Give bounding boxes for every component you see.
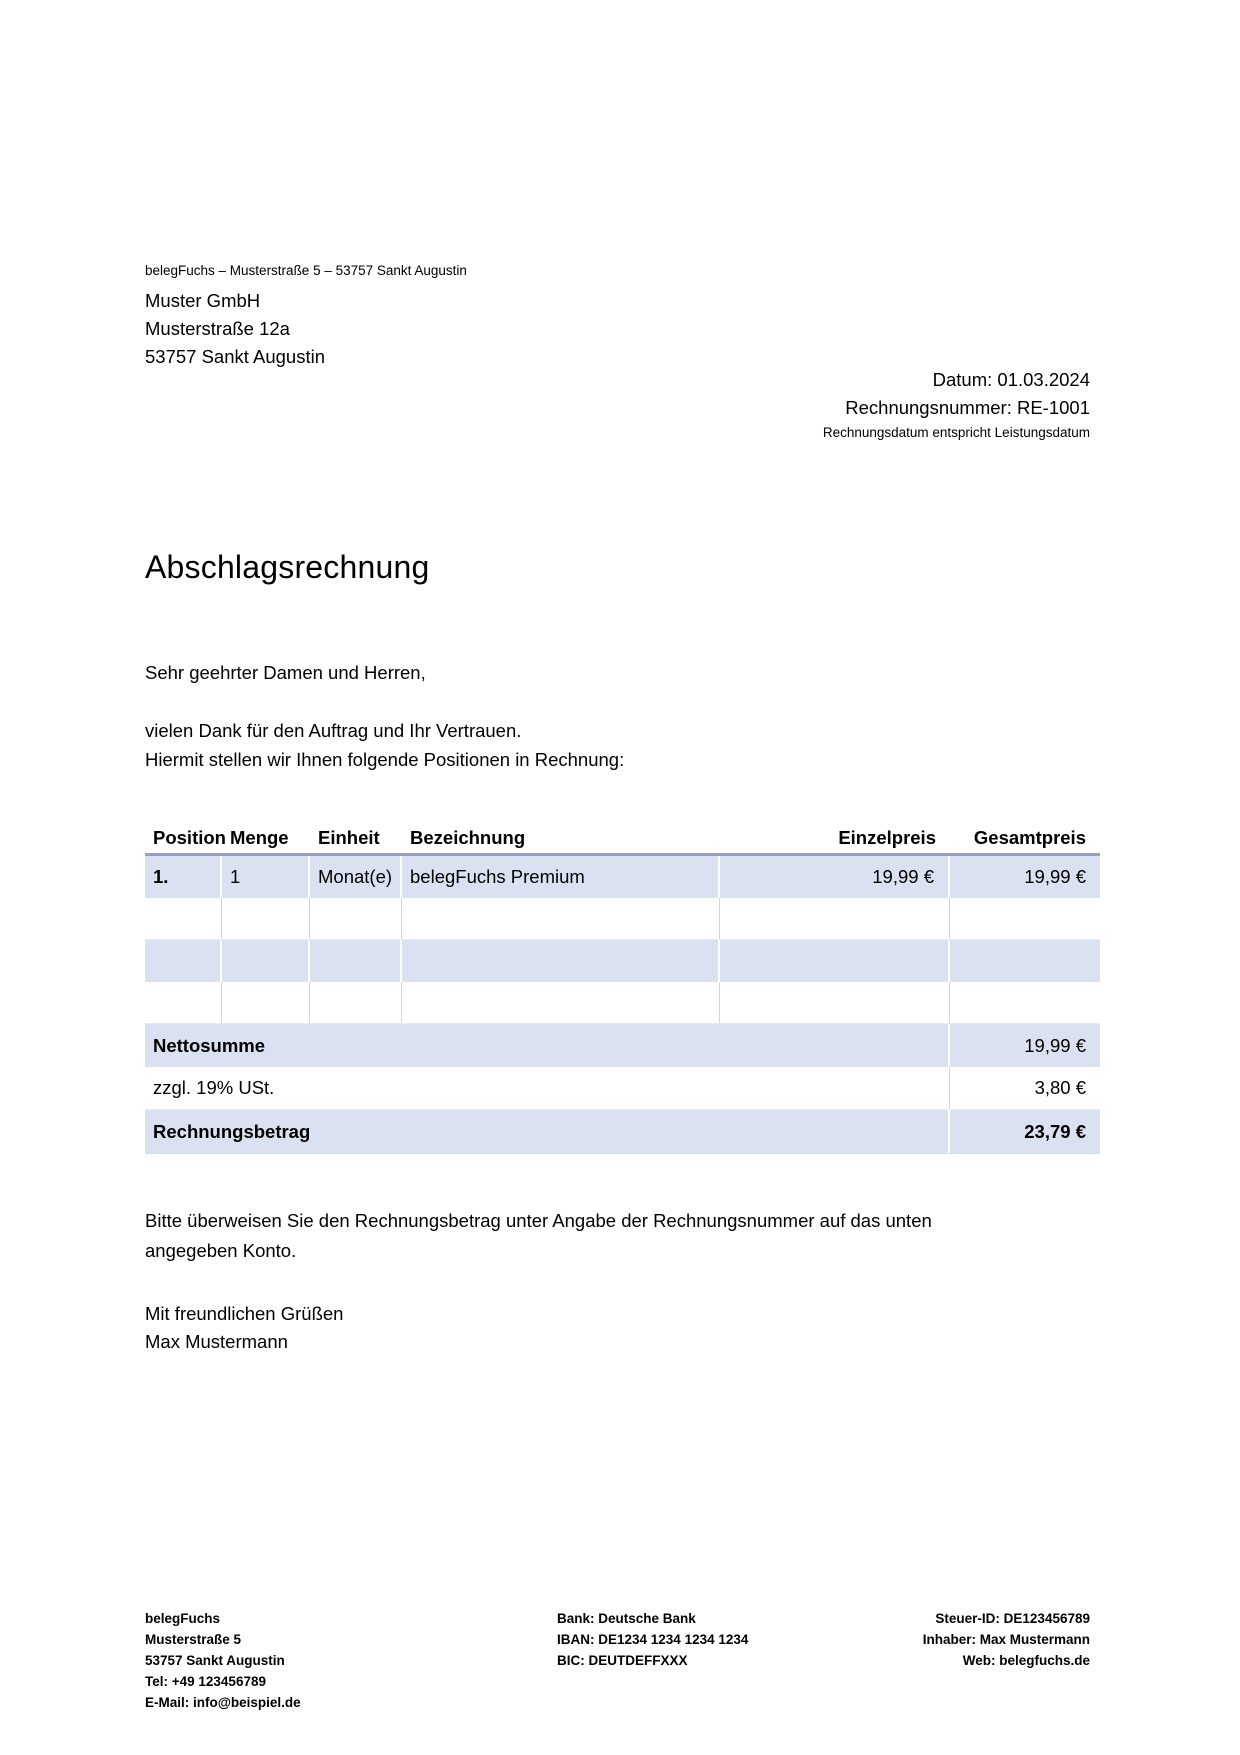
intro-paragraph [145,716,624,774]
payment-instruction-line-1: Bitte überweisen Sie den Rechnungsbetrag unter Angabe der Rechnungsnummer auf das unten [145,1210,932,1231]
table-row-empty-2 [145,940,1100,982]
cell-menge: 1 [222,856,310,898]
document-title: Abschlagsrechnung [145,549,430,585]
closing-block [145,1300,343,1356]
header-einzelpreis: Einzelpreis [838,826,936,848]
cell-gesamtpreis: 19,99 € [1024,866,1086,887]
table-row-empty-1 [145,898,1100,940]
footer-bank-iban: IBAN: DE1234 1234 1234 1234 [557,1632,749,1647]
footer-legal-column [923,1608,1090,1671]
table-row-1 [145,856,1100,898]
total-row-nettosumme [145,1024,1100,1067]
rechnungsbetrag-value: 23,79 € [1024,1120,1086,1142]
closing-signature: Max Mustermann [145,1331,288,1352]
ust-label: zzgl. 19% USt. [145,1067,950,1109]
total-row-ust [145,1067,1100,1110]
payment-instruction-paragraph [145,1206,932,1266]
footer-company-street: Musterstraße 5 [145,1632,242,1647]
closing-greeting: Mit freundlichen Grüßen [145,1303,344,1324]
header-menge: Menge [230,826,289,848]
footer-bank-column [557,1608,748,1671]
nettosumme-label: Nettosumme [145,1024,950,1067]
table-row-empty-3 [145,982,1100,1024]
table-header-row [145,822,1100,856]
recipient-address-block [145,287,325,371]
invoice-date-note: Rechnungsdatum entspricht Leistungsdatum [822,425,1090,440]
cell-einzelpreis: 19,99 € [720,856,950,898]
intro-line-1: vielen Dank für den Auftrag und Ihr Vertrauen. [145,720,522,741]
cell-position: 1. [145,856,222,898]
recipient-street: Musterstraße 12a [145,318,290,339]
invoice-meta-block [823,366,1090,442]
footer-company-email: E-Mail: info@beispiel.de [145,1695,301,1710]
intro-line-2: Hiermit stellen wir Ihnen folgende Positionen in Rechnung: [145,749,625,770]
nettosumme-value: 19,99 € [1024,1034,1086,1056]
payment-instruction-line-2: angegeben Konto. [145,1240,297,1261]
line-items-table [145,822,1100,1154]
cell-einheit: Monat(e) [310,856,402,898]
footer-company-city: 53757 Sankt Augustin [145,1653,285,1668]
footer-company-column [145,1608,301,1713]
ust-value: 3,80 € [1034,1077,1086,1098]
footer-owner: Inhaber: Max Mustermann [922,1632,1090,1647]
salutation-line: Sehr geehrter Damen und Herren, [145,662,426,683]
footer-bank-name: Bank: Deutsche Bank [557,1611,696,1626]
rechnungsbetrag-label: Rechnungsbetrag [145,1110,950,1153]
header-einheit: Einheit [318,826,380,848]
invoice-date: Datum: 01.03.2024 [932,369,1090,390]
footer-web: Web: belegfuchs.de [962,1653,1090,1668]
footer-tax-id: Steuer-ID: DE123456789 [935,1611,1090,1626]
total-row-rechnungsbetrag [145,1110,1100,1153]
recipient-name: Muster GmbH [145,290,261,311]
header-position: Position [153,826,226,848]
cell-bezeichnung: belegFuchs Premium [402,856,720,898]
recipient-city: 53757 Sankt Augustin [145,346,326,367]
invoice-number: Rechnungsnummer: RE-1001 [845,397,1090,418]
footer-company-phone: Tel: +49 123456789 [145,1674,266,1689]
sender-return-address: belegFuchs – Musterstraße 5 – 53757 Sankt Augustin [145,263,467,278]
footer-company-name: belegFuchs [145,1611,221,1626]
header-bezeichnung: Bezeichnung [410,826,526,848]
header-gesamtpreis: Gesamtpreis [973,826,1086,848]
footer-bank-bic: BIC: DEUTDEFFXXX [557,1653,688,1668]
